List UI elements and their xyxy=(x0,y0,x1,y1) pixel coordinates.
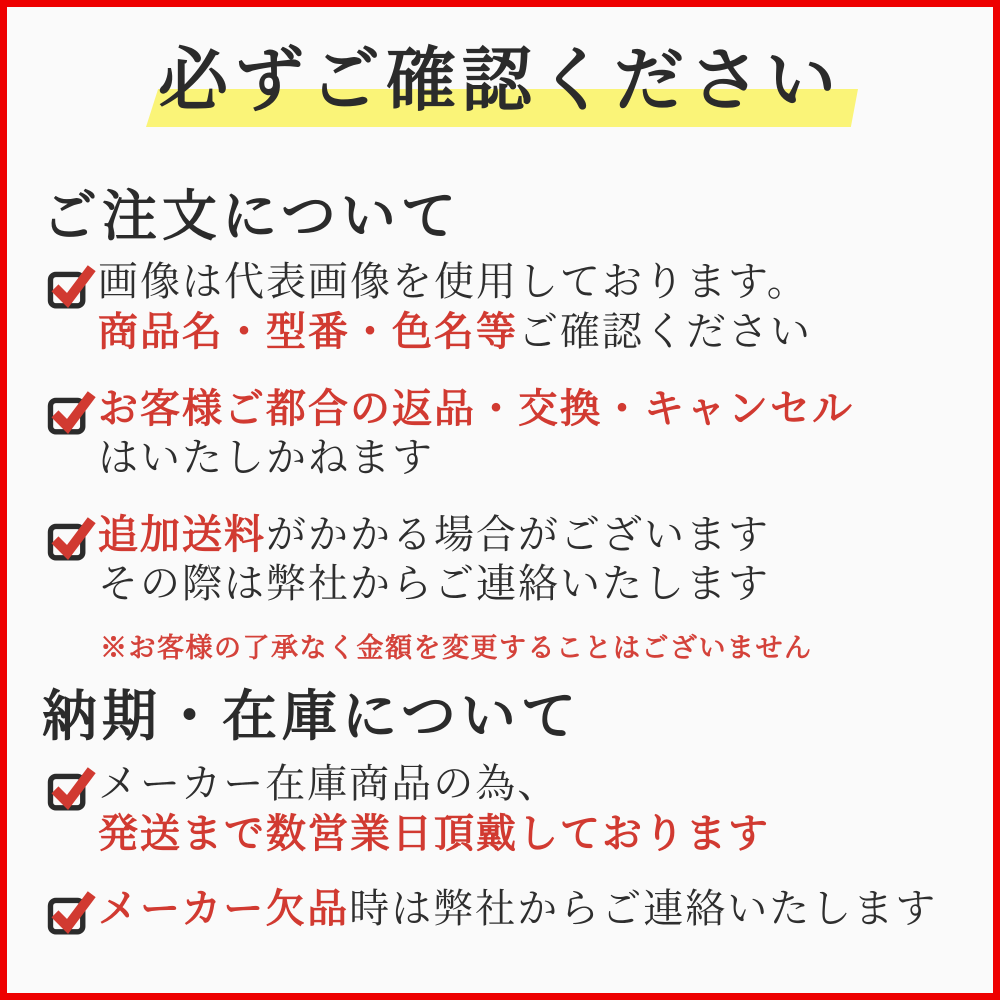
item-text-segment: その際は弊社からご連絡いたします xyxy=(98,561,770,607)
item-text-segment: はいたしかねます xyxy=(98,435,434,481)
item-text xyxy=(98,510,770,609)
item-text-segment: がかかる場合がございます xyxy=(266,512,770,558)
list-item xyxy=(46,884,937,938)
item-text-segment-red: お客様ご都合の返品・交換・キャンセル xyxy=(98,385,854,432)
item-text-segment: 時は弊社からご連絡いたします xyxy=(349,886,938,932)
list-item xyxy=(46,510,770,609)
checkbox-checked-icon xyxy=(46,262,98,312)
checkbox-checked-icon xyxy=(46,764,98,814)
section-heading-stock: 納期・在庫について xyxy=(42,683,581,748)
checkbox-checked-icon xyxy=(46,888,98,938)
item-text xyxy=(98,760,770,859)
section-heading-order: ご注文について xyxy=(42,183,461,248)
page-title: 必ずご確認ください xyxy=(158,38,842,121)
list-item xyxy=(46,760,770,859)
checkbox-checked-icon xyxy=(46,388,98,438)
item-text-segment-red: 追加送料 xyxy=(98,511,266,558)
item-text xyxy=(98,884,937,934)
item-text-segment: メーカー在庫商品の為、 xyxy=(98,761,560,807)
item-text-segment-red: メーカー欠品 xyxy=(98,885,350,932)
item-text-segment: 画像は代表画像を使用しております。 xyxy=(98,259,809,305)
item-text-segment-red: 商品名・型番・色名等 xyxy=(98,308,518,355)
checkbox-checked-icon xyxy=(46,514,98,564)
list-item xyxy=(46,384,854,483)
item-text-segment-red: 発送まで数営業日頂戴しております xyxy=(98,810,770,857)
list-item xyxy=(46,258,812,357)
item-text-segment: ご確認ください xyxy=(518,309,812,355)
title-block xyxy=(0,0,1000,170)
item-text xyxy=(98,258,812,357)
item-note: ※お客様の了承なく金額を変更することはございません xyxy=(100,633,813,664)
item-text xyxy=(98,384,854,483)
